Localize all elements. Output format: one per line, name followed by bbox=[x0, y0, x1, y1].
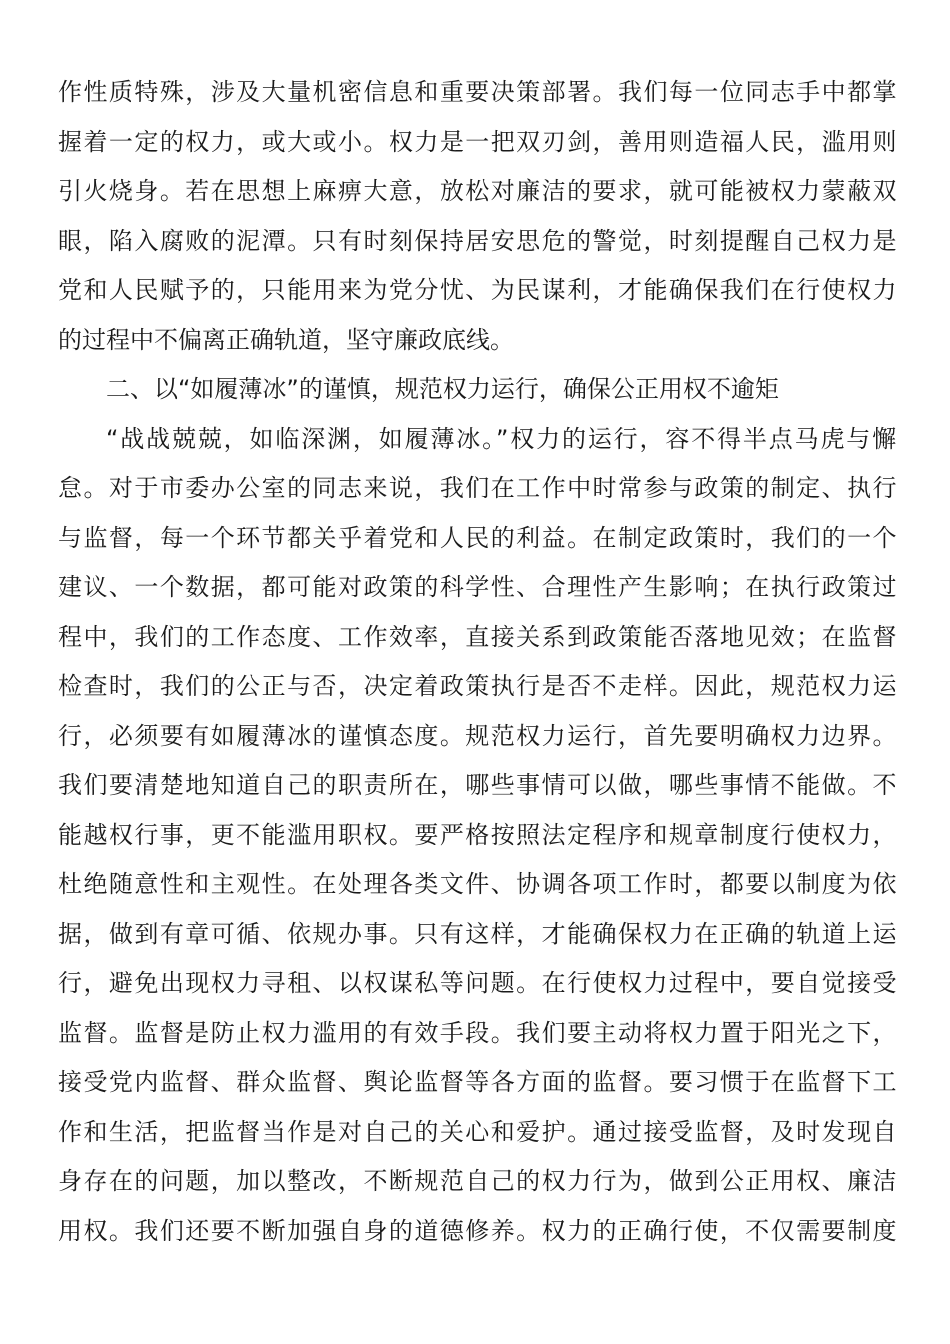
text-line: 杜绝随意性和主观性。在处理各类文件、协调各项工作时，都要以制度为依 bbox=[58, 870, 898, 898]
text-line: 能越权行事，更不能滥用职权。要严格按照法定程序和规章制度行使权力， bbox=[58, 820, 898, 849]
text-line: 作性质特殊，涉及大量机密信息和重要决策部署。我们每一位同志手中都掌 bbox=[58, 78, 898, 106]
text-line: 检查时，我们的公正与否，决定着政策执行是否不走样。因此，规范权力运 bbox=[58, 672, 898, 700]
text-line: 握着一定的权力，或大或小。权力是一把双刃剑，善用则造福人民，滥用则 bbox=[58, 127, 898, 156]
text-line: 的过程中不偏离正确轨道，坚守廉政底线。 bbox=[58, 325, 514, 354]
text-line: 怠。对于市委办公室的同志来说，我们在工作中时常参与政策的制定、执行 bbox=[58, 474, 898, 502]
text-line: 与监督，每一个环节都关乎着党和人民的利益。在制定政策时，我们的一个 bbox=[58, 523, 898, 552]
text-line: 我们要清楚地知道自己的职责所在，哪些事情可以做，哪些事情不能做。不 bbox=[58, 771, 898, 799]
text-line: 据，做到有章可循、依规办事。只有这样，才能确保权力在正确的轨道上运 bbox=[58, 919, 898, 948]
text-line: 建议、一个数据，都可能对政策的科学性、合理性产生影响；在执行政策过 bbox=[58, 573, 898, 601]
text-line: “战战兢兢，如临深渊，如履薄冰。”权力的运行，容不得半点马虎与懈 bbox=[106, 424, 898, 453]
text-line: 党和人民赋予的，只能用来为党分忧、为民谋利，才能确保我们在行使权力 bbox=[58, 276, 898, 304]
text-line: 用权。我们还要不断加强自身的道德修养。权力的正确行使，不仅需要制度 bbox=[58, 1216, 898, 1245]
text-line: 接受党内监督、群众监督、舆论监督等各方面的监督。要习惯于在监督下工 bbox=[58, 1068, 898, 1096]
text-line: 作和生活，把监督当作是对自己的关心和爱护。通过接受监督，及时发现自 bbox=[58, 1117, 898, 1146]
text-line: 行，必须要有如履薄冰的谨慎态度。规范权力运行，首先要明确权力边界。 bbox=[58, 721, 898, 750]
text-line: 眼，陷入腐败的泥潭。只有时刻保持居安思危的警觉，时刻提醒自己权力是 bbox=[58, 226, 898, 255]
text-line: 引火烧身。若在思想上麻痹大意，放松对廉洁的要求，就可能被权力蒙蔽双 bbox=[58, 177, 898, 205]
text-line: 身存在的问题，加以整改，不断规范自己的权力行为，做到公正用权、廉洁 bbox=[58, 1167, 898, 1195]
text-line: 程中，我们的工作态度、工作效率，直接关系到政策能否落地见效；在监督 bbox=[58, 622, 898, 651]
document-body bbox=[58, 68, 898, 1256]
text-line: 行，避免出现权力寻租、以权谋私等问题。在行使权力过程中，要自觉接受 bbox=[58, 969, 898, 997]
text-line: 监督。监督是防止权力滥用的有效手段。我们要主动将权力置于阳光之下， bbox=[58, 1018, 898, 1047]
section-heading: 二、以“如履薄冰”的谨慎，规范权力运行，确保公正用权不逾矩 bbox=[106, 375, 779, 403]
